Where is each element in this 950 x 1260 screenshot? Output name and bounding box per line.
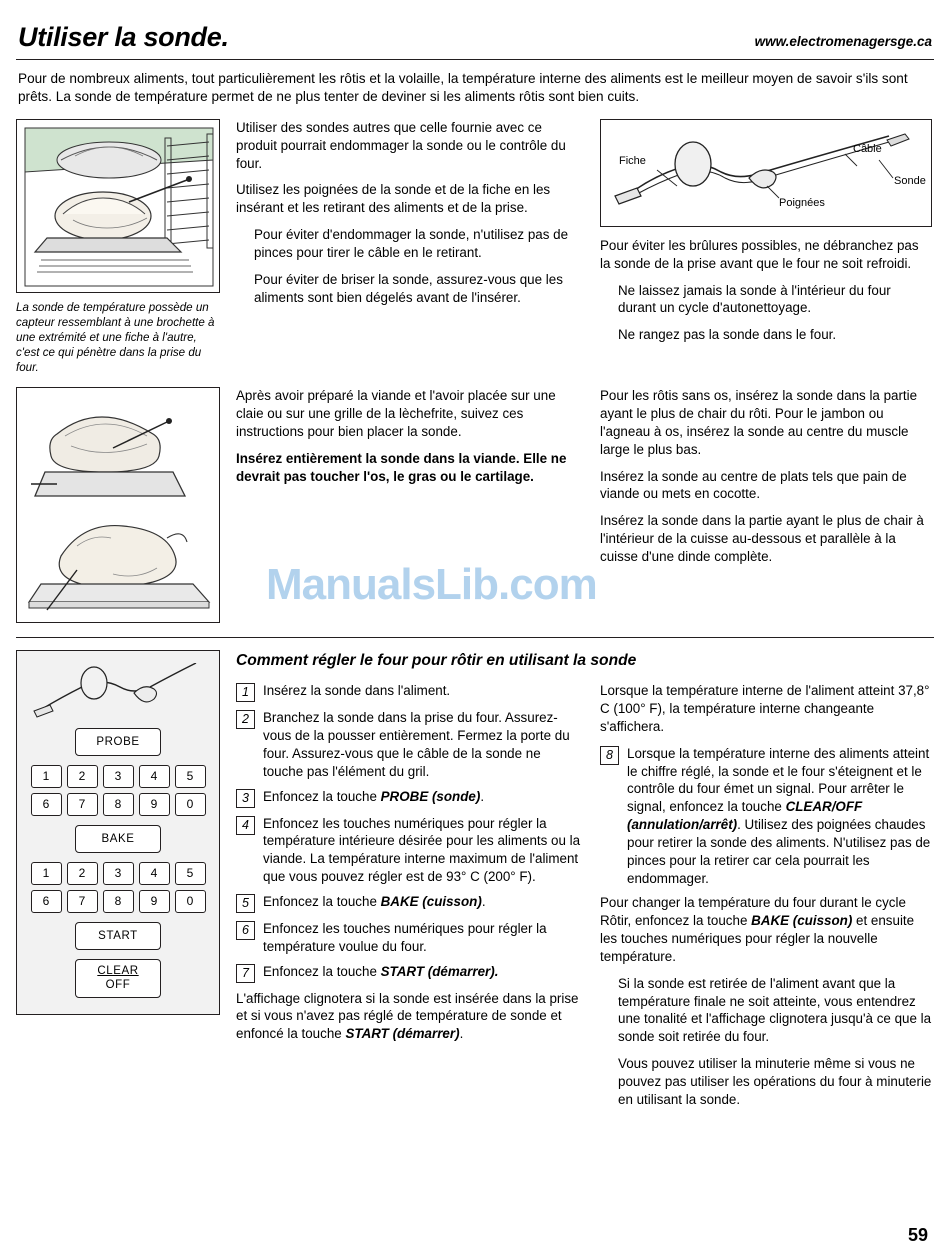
probe-removed-bullet: Si la sonde est retirée de l'aliment avant que la température finale ne soit atteinte, vous entendrez une tonalité et l'affichage clignotera jusqu'à ce que la sonde soit retirée du four. bbox=[618, 975, 932, 1045]
step-text: Enfoncez les touches numériques pour régler la température voulue du four. bbox=[263, 920, 547, 954]
placement-bold-note: Insérez entièrement la sonde dans la viande. Elle ne devrait pas toucher l'os, le gras ou le cartilage. bbox=[236, 450, 567, 484]
internal-temp-note: Lorsque la température interne de l'aliment atteint 37,8° C (100° F), la température interne changeante s'affichera. bbox=[600, 683, 930, 734]
step-text bbox=[627, 745, 932, 888]
meat-figure-column bbox=[16, 387, 220, 623]
intro-paragraph: Pour de nombreux aliments, tout particulièrement les rôtis et la volaille, la température interne des aliments est le meilleur moyen de savoir s'ils sont prêts. La sonde de température permet de ne plus tenter de deviner si les aliments rôtis sont bien cuits. bbox=[18, 71, 908, 105]
display-flash-note bbox=[236, 990, 584, 1043]
step-3 bbox=[236, 788, 584, 808]
num-key-4[interactable]: 4 bbox=[139, 862, 170, 885]
num-key-7[interactable]: 7 bbox=[67, 890, 98, 913]
step-text-tail: . bbox=[481, 893, 486, 909]
section-divider bbox=[16, 637, 934, 638]
steps-column bbox=[236, 682, 584, 1052]
step-text: Insérez la sonde dans l'aliment. bbox=[263, 683, 451, 699]
step-number: 8 bbox=[600, 746, 619, 765]
num-key-8[interactable]: 8 bbox=[103, 890, 134, 913]
step-number: 4 bbox=[236, 816, 255, 835]
site-url: www.electromenagersge.ca bbox=[754, 34, 932, 49]
casserole-text: Insérez la sonde au centre de plats tels que pain de viande ou mets en cocotte. bbox=[600, 468, 907, 502]
numeric-row[interactable] bbox=[31, 890, 206, 913]
num-key-3[interactable]: 3 bbox=[103, 765, 134, 788]
oven-roast-figure bbox=[16, 119, 220, 293]
section2-right-text bbox=[600, 387, 932, 574]
step-number: 7 bbox=[236, 964, 255, 983]
display-flash-lead: L'affichage clignotera si la sonde est insérée dans la prise et si vous n'avez pas réglé de température de sonde et enfoncé la touche bbox=[236, 990, 579, 1042]
numeric-keypad-bottom[interactable] bbox=[31, 862, 206, 913]
section1-middle-text bbox=[236, 119, 584, 315]
section-oven-setup bbox=[16, 650, 934, 1117]
step-text bbox=[263, 788, 484, 806]
probe-icon-illustration bbox=[28, 663, 208, 719]
step8-key-emphasis: CLEAR/OFF (annulation/arrêt) bbox=[627, 799, 863, 833]
num-key-1[interactable]: 1 bbox=[31, 765, 62, 788]
step-number: 5 bbox=[236, 894, 255, 913]
step-key-emphasis: PROBE (sonde) bbox=[380, 788, 481, 804]
step-text-lead: Enfoncez la touche bbox=[263, 893, 381, 909]
change-temp-emphasis: BAKE (cuisson) bbox=[751, 913, 853, 929]
probe-parts-illustration bbox=[601, 120, 932, 227]
step-5 bbox=[236, 893, 584, 913]
oven-figure-column bbox=[16, 119, 220, 375]
step-8 bbox=[600, 745, 932, 888]
section3-title: Comment régler le four pour rôtir en utilisant la sonde bbox=[236, 652, 637, 670]
svg-text:Poignées: Poignées bbox=[779, 196, 825, 209]
numeric-row[interactable] bbox=[31, 862, 206, 885]
selfclean-bullet: Ne laissez jamais la sonde à l'intérieur du four durant un cycle d'autonettoyage. bbox=[618, 282, 891, 316]
num-key-3[interactable]: 3 bbox=[103, 862, 134, 885]
turkey-text: Insérez la sonde dans la partie ayant le plus de chair à l'intérieur de la cuisse au-dessous et parallèle à la cuisse d'une dinde complète. bbox=[600, 513, 924, 564]
step-number: 2 bbox=[236, 710, 255, 729]
num-key-5[interactable]: 5 bbox=[175, 862, 206, 885]
step-text-lead: Enfoncez la touche bbox=[263, 963, 381, 979]
step-text bbox=[263, 893, 486, 911]
boneless-roast-text: Pour les rôtis sans os, insérez la sonde dans la partie ayant le plus de chair du rôti. Pour le jambon ou l'agneau à os, insérez la sonde au centre du muscle large le plus bas. bbox=[600, 388, 918, 457]
num-key-9[interactable]: 9 bbox=[139, 890, 170, 913]
step-key-emphasis: BAKE (cuisson) bbox=[380, 893, 482, 909]
num-key-6[interactable]: 6 bbox=[31, 793, 62, 816]
step-text bbox=[263, 963, 498, 981]
change-temp-tail: et ensuite les touches numériques pour régler la nouvelle température. bbox=[600, 913, 915, 964]
probe-key[interactable]: PROBE bbox=[75, 728, 161, 756]
numeric-keypad-top[interactable] bbox=[31, 765, 206, 816]
display-flash-tail: . bbox=[459, 1026, 464, 1042]
num-key-2[interactable]: 2 bbox=[67, 862, 98, 885]
num-key-9[interactable]: 9 bbox=[139, 793, 170, 816]
clear-off-key-line1: CLEAR bbox=[97, 965, 139, 978]
step-1 bbox=[236, 682, 584, 702]
step-number: 1 bbox=[236, 683, 255, 702]
storage-bullet: Ne rangez pas la sonde dans le four. bbox=[618, 327, 837, 343]
step-text-tail: . bbox=[480, 788, 485, 804]
step-number: 3 bbox=[236, 789, 255, 808]
step-key-emphasis: START (démarrer). bbox=[380, 963, 499, 979]
section3-content bbox=[236, 650, 934, 1117]
num-key-1[interactable]: 1 bbox=[31, 862, 62, 885]
clear-off-key[interactable] bbox=[75, 959, 161, 997]
header-divider bbox=[16, 59, 934, 60]
change-temp-lead: Pour changer la température du four durant le cycle Rôtir, enfoncez la touche bbox=[600, 895, 906, 929]
step-text: Branchez la sonde dans la prise du four. Assurez-vous de la pousser entièrement. Fermez la porte du four. Assurez-vous que le câble de la sonde ne touche pas l'élément du gril. bbox=[263, 710, 570, 779]
section3-columns bbox=[236, 682, 934, 1117]
section-probe-overview bbox=[16, 119, 934, 375]
step-text: Enfoncez les touches numériques pour régler la température intérieure désirée pour les aliments ou la viande. La température interne maximum de l'aliment que vous pouvez régler est de 93° C (200° F). bbox=[263, 815, 581, 885]
svg-text:Câble: Câble bbox=[853, 142, 882, 155]
num-key-0[interactable]: 0 bbox=[175, 793, 206, 816]
svg-text:Fiche: Fiche bbox=[619, 154, 646, 167]
section1-right-column bbox=[600, 119, 932, 353]
placement-intro: Après avoir préparé la viande et l'avoir placée sur une claie ou sur une grille de la lèchefrite, suivez ces instructions pour bien placer la sonde. bbox=[236, 388, 556, 439]
step-2 bbox=[236, 709, 584, 780]
num-key-2[interactable]: 2 bbox=[67, 765, 98, 788]
num-key-8[interactable]: 8 bbox=[103, 793, 134, 816]
num-key-0[interactable]: 0 bbox=[175, 890, 206, 913]
clear-off-key-line2: OFF bbox=[105, 978, 131, 991]
num-key-7[interactable]: 7 bbox=[67, 793, 98, 816]
step-4 bbox=[236, 815, 584, 886]
burn-warning: Pour éviter les brûlures possibles, ne débranchez pas la sonde de la prise avant que le four ne soit refroidi. bbox=[600, 237, 919, 271]
section2-middle-text bbox=[236, 387, 584, 494]
timer-bullet: Vous pouvez utiliser la minuterie même si vous ne pouvez pas utiliser les opérations du four à minuterie en utilisant la sonde. bbox=[618, 1056, 932, 1107]
start-key[interactable]: START bbox=[75, 922, 161, 950]
step-7 bbox=[236, 963, 584, 983]
probe-parts-figure bbox=[600, 119, 932, 227]
meat-probe-figure bbox=[16, 387, 220, 623]
watermark: ManualsLib.com bbox=[266, 560, 597, 609]
svg-text:Sonde: Sonde bbox=[894, 174, 926, 187]
oven-figure-caption: La sonde de température possède un capteur ressemblant à une brochette à une extrémité et une fiche à l'autre, c'est ce qui pénètre dans la prise du four. bbox=[16, 300, 215, 375]
probe-handles-text: Utilisez les poignées de la sonde et de la fiche en les insérant et les retirant des aliments et de la prise. bbox=[236, 182, 551, 216]
probe-warning-1: Utiliser des sondes autres que celle fournie avec ce produit pourrait endommager la sonde ou le contrôle du four. bbox=[236, 119, 566, 171]
numeric-row[interactable] bbox=[31, 793, 206, 816]
probe-bullet-2: Pour éviter de briser la sonde, assurez-vous que les aliments sont bien dégelés avant de l'insérer. bbox=[254, 271, 563, 305]
control-panel-figure bbox=[16, 650, 220, 1014]
section-insert-probe bbox=[16, 387, 934, 623]
step8-tail: . Utilisez des poignées chaudes pour retirer la sonde des aliments. N'utilisez pas de pinces pour la retirer car cela pourrait les endommager. bbox=[627, 817, 931, 886]
step8-lead: Lorsque la température interne des aliments atteint le chiffre réglé, la sonde et le four s'éteignent et le contrôle du four émet un signal. Pour arrêter le signal, enfoncez la touche bbox=[627, 745, 930, 815]
change-temp-note bbox=[600, 894, 932, 965]
display-flash-emphasis: START (démarrer) bbox=[345, 1026, 460, 1042]
step-6 bbox=[236, 920, 584, 956]
bake-key[interactable]: BAKE bbox=[75, 825, 161, 853]
oven-roast-illustration bbox=[17, 120, 220, 293]
meat-probe-illustration bbox=[17, 388, 220, 623]
numeric-row[interactable] bbox=[31, 765, 206, 788]
step-text-lead: Enfoncez la touche bbox=[263, 788, 381, 804]
page-title: Utiliser la sonde. bbox=[18, 22, 229, 52]
page-header bbox=[16, 22, 934, 59]
page-number: 59 bbox=[907, 1225, 928, 1245]
num-key-5[interactable]: 5 bbox=[175, 765, 206, 788]
probe-bullet-1: Pour éviter d'endommager la sonde, n'utilisez pas de pinces pour tirer le câble en le retirant. bbox=[254, 227, 569, 260]
step-number: 6 bbox=[236, 921, 255, 940]
num-key-6[interactable]: 6 bbox=[31, 890, 62, 913]
section3-right-column bbox=[600, 682, 932, 1117]
num-key-4[interactable]: 4 bbox=[139, 765, 170, 788]
